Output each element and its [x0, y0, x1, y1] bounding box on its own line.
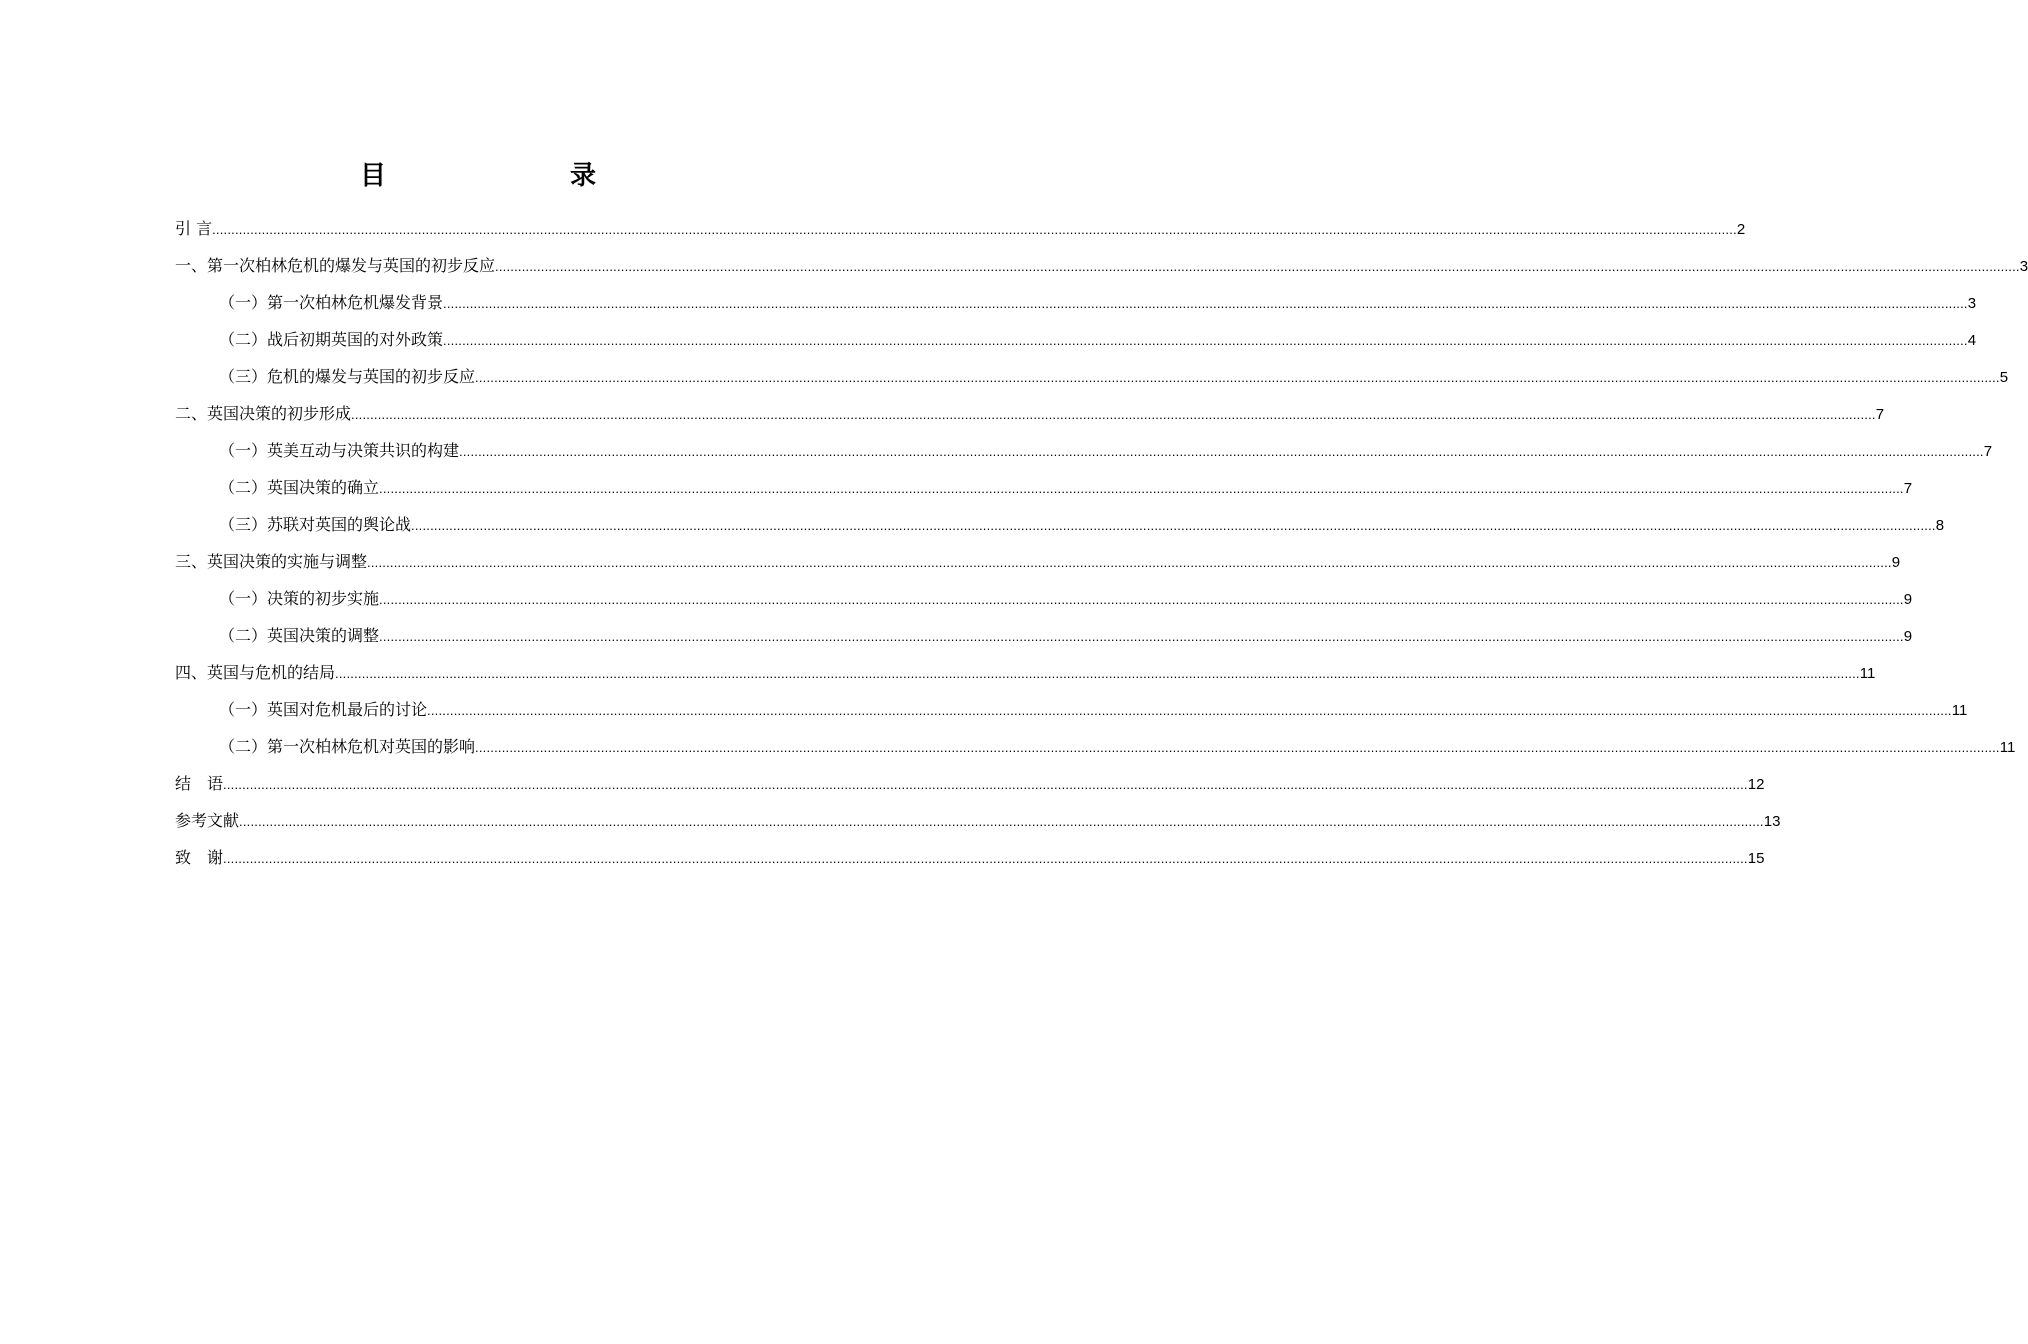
toc-entry-label: （二）英国决策的调整: [219, 626, 380, 645]
toc-dot-leader: ................................................................................................................................................................................................................................................................................................................................................................................................................: [411, 518, 1936, 533]
toc-entry-page-number: 11: [1951, 702, 1968, 719]
toc-dot-leader: ................................................................................................................................................................................................................................................................................................................................................................................................................: [335, 666, 1860, 681]
toc-entry[interactable]: [175, 839, 1765, 876]
toc-entry-label: （一）第一次柏林危机爆发背景: [219, 293, 444, 312]
toc-entry-page-number: 4: [1967, 332, 1977, 349]
toc-entry-label: 致 谢: [175, 848, 224, 867]
toc-dot-leader: ................................................................................................................................................................................................................................................................................................................................................................................................................: [443, 296, 1968, 311]
toc-entry-label: 二、英国决策的初步形成: [175, 404, 352, 423]
toc-entry-label: （三）苏联对英国的舆论战: [219, 515, 412, 534]
toc-entry-page-number: 7: [1903, 480, 1913, 497]
toc-entry-page-number: 11: [1859, 665, 1876, 682]
toc-dot-leader: ................................................................................................................................................................................................................................................................................................................................................................................................................: [223, 851, 1748, 866]
toc-entry[interactable]: [175, 469, 1913, 506]
toc-entry-page-number: 9: [1903, 591, 1913, 608]
toc-entry[interactable]: [175, 210, 1746, 247]
toc-entry-page-number: 9: [1903, 628, 1913, 645]
toc-entry[interactable]: [175, 580, 1913, 617]
toc-entry[interactable]: [175, 654, 1876, 691]
toc-dot-leader: ................................................................................................................................................................................................................................................................................................................................................................................................................: [212, 222, 1737, 237]
toc-entry[interactable]: [175, 617, 1913, 654]
toc-entry[interactable]: [175, 506, 1945, 543]
toc-entry-label: （一）英国对危机最后的讨论: [219, 700, 428, 719]
toc-entry-page-number: 13: [1763, 813, 1781, 830]
toc-entry-label: 四、英国与危机的结局: [175, 663, 336, 682]
toc-entry[interactable]: [175, 691, 1968, 728]
toc-dot-leader: ................................................................................................................................................................................................................................................................................................................................................................................................................: [459, 444, 1984, 459]
table-of-contents: [175, 210, 2028, 876]
toc-entry-label: 三、英国决策的实施与调整: [175, 552, 368, 571]
toc-entry-page-number: 8: [1935, 517, 1945, 534]
toc-dot-leader: ................................................................................................................................................................................................................................................................................................................................................................................................................: [495, 259, 2020, 274]
toc-entry[interactable]: [175, 765, 1765, 802]
toc-entry-label: （二）英国决策的确立: [219, 478, 380, 497]
toc-entry[interactable]: [175, 802, 1781, 839]
toc-dot-leader: ................................................................................................................................................................................................................................................................................................................................................................................................................: [427, 703, 1952, 718]
toc-entry[interactable]: [175, 321, 1977, 358]
toc-entry-label: （二）战后初期英国的对外政策: [219, 330, 444, 349]
toc-entry[interactable]: [175, 432, 1993, 469]
toc-entry[interactable]: [175, 358, 2009, 395]
toc-entry-label: 参考文献: [175, 811, 240, 830]
toc-entry-page-number: 7: [1875, 406, 1885, 423]
toc-dot-leader: ................................................................................................................................................................................................................................................................................................................................................................................................................: [379, 629, 1904, 644]
toc-entry-label: （一）英美互动与决策共识的构建: [219, 441, 460, 460]
toc-entry-label: （一）决策的初步实施: [219, 589, 380, 608]
page-title: 目 录: [359, 161, 640, 191]
toc-entry[interactable]: [175, 728, 2016, 765]
toc-entry-page-number: 2: [1736, 221, 1746, 238]
toc-dot-leader: ................................................................................................................................................................................................................................................................................................................................................................................................................: [379, 481, 1904, 496]
toc-entry-page-number: 9: [1891, 554, 1901, 571]
toc-entry-label: 结 语: [175, 774, 224, 793]
toc-dot-leader: ................................................................................................................................................................................................................................................................................................................................................................................................................: [443, 333, 1968, 348]
toc-entry-page-number: 12: [1747, 776, 1765, 793]
toc-dot-leader: ................................................................................................................................................................................................................................................................................................................................................................................................................: [223, 777, 1748, 792]
toc-entry[interactable]: [175, 395, 1885, 432]
toc-entry-page-number: 3: [2019, 258, 2028, 275]
toc-dot-leader: ................................................................................................................................................................................................................................................................................................................................................................................................................: [379, 592, 1904, 607]
toc-entry-page-number: 5: [1999, 369, 2009, 386]
toc-entry-label: 引 言: [175, 219, 213, 238]
toc-entry-page-number: 11: [1999, 739, 2016, 756]
toc-entry-page-number: 15: [1747, 850, 1765, 867]
toc-dot-leader: ................................................................................................................................................................................................................................................................................................................................................................................................................: [351, 407, 1876, 422]
toc-entry-page-number: 3: [1967, 295, 1977, 312]
toc-entry[interactable]: [175, 543, 1901, 580]
toc-dot-leader: ................................................................................................................................................................................................................................................................................................................................................................................................................: [239, 814, 1764, 829]
toc-entry[interactable]: [175, 247, 2028, 284]
toc-entry-label: （二）第一次柏林危机对英国的影响: [219, 737, 476, 756]
toc-dot-leader: ................................................................................................................................................................................................................................................................................................................................................................................................................: [475, 740, 2000, 755]
toc-dot-leader: ................................................................................................................................................................................................................................................................................................................................................................................................................: [475, 370, 2000, 385]
toc-dot-leader: ................................................................................................................................................................................................................................................................................................................................................................................................................: [367, 555, 1892, 570]
toc-entry-label: （三）危机的爆发与英国的初步反应: [219, 367, 476, 386]
toc-entry[interactable]: [175, 284, 1977, 321]
toc-entry-label: 一、第一次柏林危机的爆发与英国的初步反应: [175, 256, 496, 275]
toc-entry-page-number: 7: [1983, 443, 1993, 460]
